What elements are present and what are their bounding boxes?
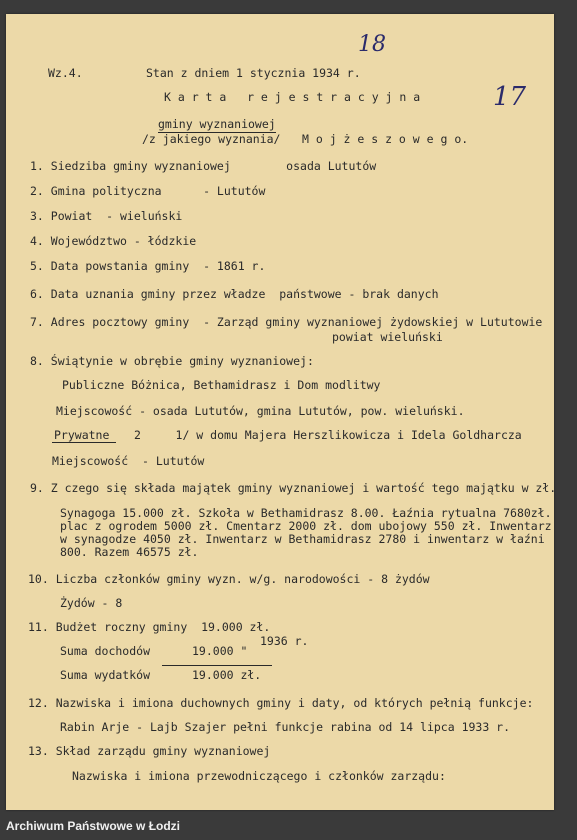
item-4: 4. Województwo - łódzkie bbox=[30, 234, 197, 248]
item-13: 13. Skład zarządu gminy wyznaniowej bbox=[28, 744, 271, 758]
folio-number-side: 17 bbox=[493, 82, 527, 112]
item-7: 7. Adres pocztowy gminy - Zarząd gminy wyznaniowej żydowskiej w Lututowie bbox=[30, 315, 543, 329]
gmina-label: gminy wyznaniowej bbox=[158, 117, 276, 131]
confession-label: /z jakiego wyznania/ bbox=[142, 132, 281, 146]
private-underline bbox=[52, 442, 116, 443]
item-8-public: Publiczne Bóżnica, Bethamidrasz i Dom modlitwy bbox=[62, 378, 381, 392]
confession-value: M o j ż e s z o w e g o. bbox=[302, 132, 469, 146]
folio-number-top: 18 bbox=[358, 32, 386, 57]
income-label: Suma dochodów bbox=[60, 644, 151, 658]
income-value: 19.000 " bbox=[192, 644, 248, 658]
item-7-cont: powiat wieluński bbox=[332, 330, 443, 344]
expense-overline bbox=[162, 665, 272, 666]
item-8-private: 2 1/ w domu Majera Herszlikowicza i Idela Goldharcza bbox=[134, 428, 522, 442]
item-8-private-label: Prywatne bbox=[54, 428, 110, 442]
item-10: 10. Liczba członków gminy wyzn. w/g. narodowości - 8 żydów bbox=[28, 572, 430, 586]
item-11: 11. Budżet roczny gminy 19.000 zł. bbox=[28, 620, 271, 634]
item-2: 2. Gmina polityczna - Lututów bbox=[30, 184, 266, 198]
item-9: 9. Z czego się składa majątek gminy wyznaniowej i wartość tego majątku w zł. bbox=[30, 481, 557, 495]
item-9-line-2: plac z ogrodem 5000 zł. Cmentarz 2000 zł. dom ubojowy 550 zł. Inwentarz bbox=[60, 519, 552, 533]
item-1: 1. Siedziba gminy wyznaniowej osada Lututów bbox=[30, 159, 377, 173]
document-sheet bbox=[6, 14, 557, 810]
item-8: 8. Świątynie w obrębie gminy wyznaniowej: bbox=[30, 354, 314, 368]
item-13-board: Nazwiska i imiona przewodniczącego i członków zarządu: bbox=[72, 769, 446, 783]
state-date: Stan z dniem 1 stycznia 1934 r. bbox=[146, 66, 361, 80]
expense-value: 19.000 zł. bbox=[192, 668, 262, 682]
item-12-rabbi: Rabin Arje - Lajb Szajer pełni funkcje rabina od 14 lipca 1933 r. bbox=[60, 720, 511, 734]
item-10-count: Żydów - 8 bbox=[60, 596, 123, 610]
item-11-year: 1936 r. bbox=[260, 634, 309, 648]
item-5: 5. Data powstania gminy - 1861 r. bbox=[30, 259, 266, 273]
doc-title: K a r t a r e j e s t r a c y j n a bbox=[164, 90, 421, 104]
item-6: 6. Data uznania gminy przez władze państwowe - brak danych bbox=[30, 287, 439, 301]
item-9-line-4: 800. Razem 46575 zł. bbox=[60, 545, 199, 559]
item-9-line-1: Synagoga 15.000 zł. Szkoła w Bethamidrasz 8.00. Łaźnia rytualna 7680zł. bbox=[60, 506, 552, 520]
item-8-private-place: Miejscowość - Lututów bbox=[52, 454, 205, 468]
item-8-place: Miejscowość - osada Lututów, gmina Lututów, pow. wieluński. bbox=[56, 404, 465, 418]
expense-label: Suma wydatków bbox=[60, 668, 151, 682]
form-number: Wz.4. bbox=[48, 66, 83, 80]
archive-footer: Archiwum Państwowe w Łodzi bbox=[0, 812, 577, 840]
item-3: 3. Powiat - wieluński bbox=[30, 209, 183, 223]
item-9-line-3: w synagodze 4050 zł. Inwentarz w Bethamidrasz 2780 i inwentarz w łaźni bbox=[60, 532, 545, 546]
item-12: 12. Nazwiska i imiona duchownych gminy i daty, od których pełnią funkcje: bbox=[28, 696, 534, 710]
